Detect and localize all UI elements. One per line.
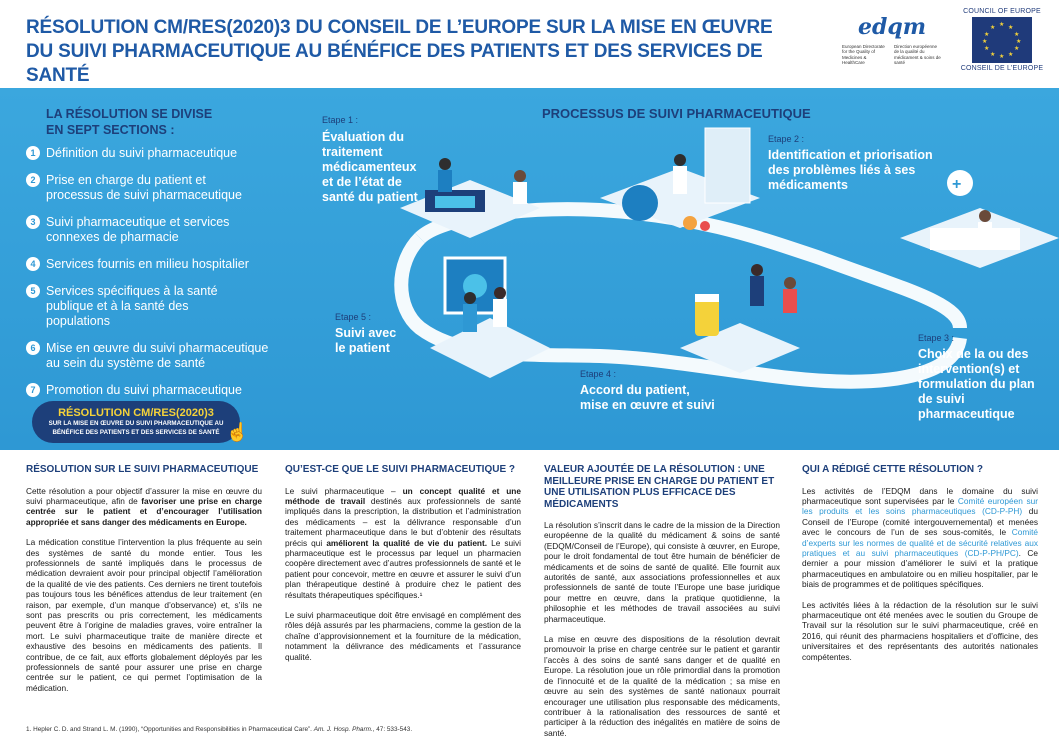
list-item: 1 Définition du suivi pharmaceutique bbox=[26, 146, 288, 161]
column-heading: QU’EST-CE QUE LE SUIVI PHARMACEUTIQUE ? bbox=[285, 464, 516, 475]
sections-heading: LA RÉSOLUTION SE DIVISE EN SEPT SECTIONS : bbox=[46, 107, 213, 137]
pointer-hand-icon: ☝ bbox=[226, 422, 249, 442]
stage-1-text: Évaluation du traitement médicamenteux et de l’état de santé du patient bbox=[322, 130, 418, 204]
list-item: 5 Services spécifiques à la santé publique et à la santé des populations bbox=[26, 284, 288, 329]
eu-stars-icon: ★ ★ ★ ★ ★ ★ ★ ★ ★ ★ ★ ★ bbox=[972, 17, 1032, 63]
infographic-band bbox=[0, 88, 1059, 450]
edqm-subtitle: European Directorate for the Quality of Medicines & HealthCare Direction européenne de la qualité du médicament & soins de santé bbox=[842, 44, 941, 66]
column-who-drafted: QUI A RÉDIGÉ CETTE RÉSOLUTION ? Les activités de l’EDQM dans le domaine du suivi pharmaceutique sont supervisées par le Comité européen sur les produits et les soins pharmaceutiques (CD-P-PH) du Conseil de l’Europe (comité intergouvernemental) et menées avec le concours de l’un de ses sous-comités, le Comité d’experts sur les normes de qualité et de sécurité relatives aux pratiques et au suivi pharmaceutiques (CD-P-PH/PC). Ce dernier a pour mission d’améliorer le suivi et la pratique pharmaceutiques en ambulatoire ou en milieu hospitalier, par le biais de programmes et de politiques spécifiques. Les activités liées à la rédaction de la résolution sur le suivi pharmaceutique ont été menées avec le soutien du Groupe de Travail sur la résolution sur le suivi pharmaceutique, créé en 2016, qui réunit des pharmaciens hospitaliers et d’officine, des universitaires et des représentants des autorités nationales compétentes. bbox=[802, 464, 1039, 662]
list-item: 2 Prise en charge du patient et processus de suivi pharmaceutique bbox=[26, 173, 288, 203]
column-resolution: RÉSOLUTION SUR LE SUIVI PHARMACEUTIQUE Cette résolution a pour objectif d’assurer la mise en œuvre du suivi pharmaceutique, afin de favoriser une prise en charge centrée sur le patient et d’encourager l’utilisation appropriée et sans danger des médicaments en Europe. La médication constitue l’intervention la plus fréquente au sein des systèmes de santé du monde entier. Tous les professionnels de santé impliqués dans le processus de médication devraient avoir pour principal objectif l’amélioration de la qualité de vie des patients. Ces derniers ne tirent toutefois pas toujours tous les bénéfices attendus de leur traitement (en raison, par exemple, d’un manque d’observance) et, s’ils ne sont pas prescrits ou pris correctement, les médicaments peuvent être à l’origine de maladies graves, voire entraîner la mort. Le suivi pharmaceutique traite de manière directe et exhaustive des besoins en médicaments des patients. Il contribue, de ce fait, aux efforts globalement déployés par les professionnels de santé pour assurer une prise en charge centrée sur le patient, ce qui permet l’optimisation de la médication. bbox=[26, 464, 263, 693]
column-added-value: VALEUR AJOUTÉE DE LA RÉSOLUTION : UNE MEILLEURE PRISE EN CHARGE DU PATIENT ET UNE UTILISATION PLUS EFFICACE DES MÉDICAMENTS La résolution s’inscrit dans le cadre de la mission de la Direction européenne de la qualité du médicament & soins de santé (EDQM/Conseil de l’Europe), qui consiste à œuvrer, en Europe, pour le droit fondamental de tout être humain de bénéficier de médicaments et de soins de santé de qualité. Elle fournit aux autorités de santé, aux associations professionnelles et aux professionnels de santé de toute l’Europe une base juridique pour mettre en œuvre, dans la pratique quotidienne, la philosophie et les méthodes de travail associées au suivi pharmaceutique. La mise en œuvre des dispositions de la résolution devrait promouvoir la prise en charge centrée sur le patient et garantir l’accès à des soins de santé sans danger et de qualité en Europe. La résolution joue un rôle primordial dans la promotion de l’innocuité et de la qualité de la médication ; sa mise en œuvre au sein des systèmes de santé nationaux pourrait encourager une utilisation plus responsable des médicaments, contribuer à la rationalisation des ressources de santé et participer à la réduction des inégalités en matière de soins de santé. bbox=[544, 464, 780, 738]
stage-2-label: Etape 2 : bbox=[768, 134, 805, 144]
footnote: 1. Hepler C. D. and Strand L. M. (1990), “Opportunities and Responsibilities in Pharmaceutical Care”. Am. J. Hosp. Pharm., 47: 533-543. bbox=[26, 726, 413, 733]
stage-4-label: Etape 4 : bbox=[580, 369, 617, 379]
stage-5-text: Suivi avec le patient bbox=[335, 326, 397, 355]
stage-3-text: Choix de la ou des intervention(s) et formulation du plan de suivi pharmaceutique bbox=[918, 347, 1035, 421]
number-badge: 6 bbox=[26, 341, 40, 355]
stage-2-text: Identification et priorisation des problèmes liés à ses médicaments bbox=[768, 148, 933, 192]
number-badge: 4 bbox=[26, 257, 40, 271]
number-badge: 1 bbox=[26, 146, 40, 160]
expert-committee-link[interactable]: Comité d’experts sur les normes de qualité et de sécurité relatives aux pratiques et au suivi pharmaceutiques (CD-P-PH/PC) bbox=[802, 527, 1038, 558]
column-what-is: QU’EST-CE QUE LE SUIVI PHARMACEUTIQUE ? Le suivi pharmaceutique – un concept qualité et une méthode de travail destinés aux professionnels de santé impliqués dans la prescription, la distribution et l’administration des médicaments – est la délivrance responsable d’un traitement pharmaceutique dans le but d’obtenir des résultats précis qui améliorent la qualité de vie du patient. Le suivi pharmaceutique est le processus par lequel un pharmacien coopère directement avec d’autres professionnels de santé et le patient pour concevoir, mettre en œuvre et assurer le suivi d’un plan thérapeutique destiné à produire chez le patient des résultats thérapeutiques spécifiques.¹ Le suivi pharmaceutique doit être envisagé en complément des rôles déjà assurés par les pharmaciens, comme la gestion de la chaîne d’approvisionnement et la fourniture de la médication, notamment la délivrance des médicaments et l’assurance qualité. bbox=[285, 464, 521, 662]
process-title: PROCESSUS DE SUIVI PHARMACEUTIQUE bbox=[542, 106, 811, 121]
column-heading: VALEUR AJOUTÉE DE LA RÉSOLUTION : UNE MEILLEURE PRISE EN CHARGE DU PATIENT ET UNE UTILISATION PLUS EFFICACE DES MÉDICAMENTS bbox=[544, 464, 775, 510]
resolution-button[interactable]: RÉSOLUTION CM/RES(2020)3 SUR LA MISE EN ŒUVRE DU SUIVI PHARMACEUTIQUE AU BÉNÉFICE DES PATIENTS ET DES SERVICES DE SANTÉ bbox=[32, 401, 240, 443]
number-badge: 3 bbox=[26, 215, 40, 229]
list-item: 6 Mise en œuvre du suivi pharmaceutique au sein du système de santé bbox=[26, 341, 288, 371]
column-heading: QUI A RÉDIGÉ CETTE RÉSOLUTION ? bbox=[802, 464, 983, 475]
stage-4-text: Accord du patient, mise en œuvre et suivi bbox=[580, 383, 715, 412]
number-badge: 7 bbox=[26, 383, 40, 397]
process-loop-illustration bbox=[0, 88, 1059, 450]
stage-3-label: Etape 3 : bbox=[918, 333, 955, 343]
list-item: 7 Promotion du suivi pharmaceutique bbox=[26, 383, 288, 398]
stage-1-label: Etape 1 : bbox=[322, 115, 359, 125]
list-item: 3 Suivi pharmaceutique et services connexes de pharmacie bbox=[26, 215, 288, 245]
column-heading: RÉSOLUTION SUR LE SUIVI PHARMACEUTIQUE bbox=[26, 464, 259, 475]
stage-5-label: Etape 5 : bbox=[335, 312, 372, 322]
stage-4-illustration bbox=[680, 264, 800, 373]
edqm-wordmark: edqm bbox=[857, 14, 927, 40]
edqm-logo bbox=[842, 14, 942, 76]
text-columns bbox=[0, 450, 1059, 745]
svg-text:+: + bbox=[952, 176, 962, 193]
council-of-europe-logo: COUNCIL OF EUROPE ★ ★ ★ ★ ★ ★ ★ ★ ★ ★ ★ ★ CONSEIL DE L’EUROPE bbox=[956, 8, 1048, 78]
list-item: 4 Services fournis en milieu hospitalier bbox=[26, 257, 288, 272]
page-title: RÉSOLUTION CM/RES(2020)3 DU CONSEIL DE L’EUROPE SUR LA MISE EN ŒUVRE DU SUIVI PHARMACEUTIQUE AU BÉNÉFICE DES PATIENTS ET DES SERVICES DE SANTÉ bbox=[26, 17, 773, 86]
committee-link[interactable]: Comité européen sur les produits et les soins pharmaceutiques (CD-P-PH) bbox=[802, 495, 1038, 517]
header bbox=[0, 0, 1059, 88]
number-badge: 2 bbox=[26, 173, 40, 187]
number-badge: 5 bbox=[26, 284, 40, 298]
